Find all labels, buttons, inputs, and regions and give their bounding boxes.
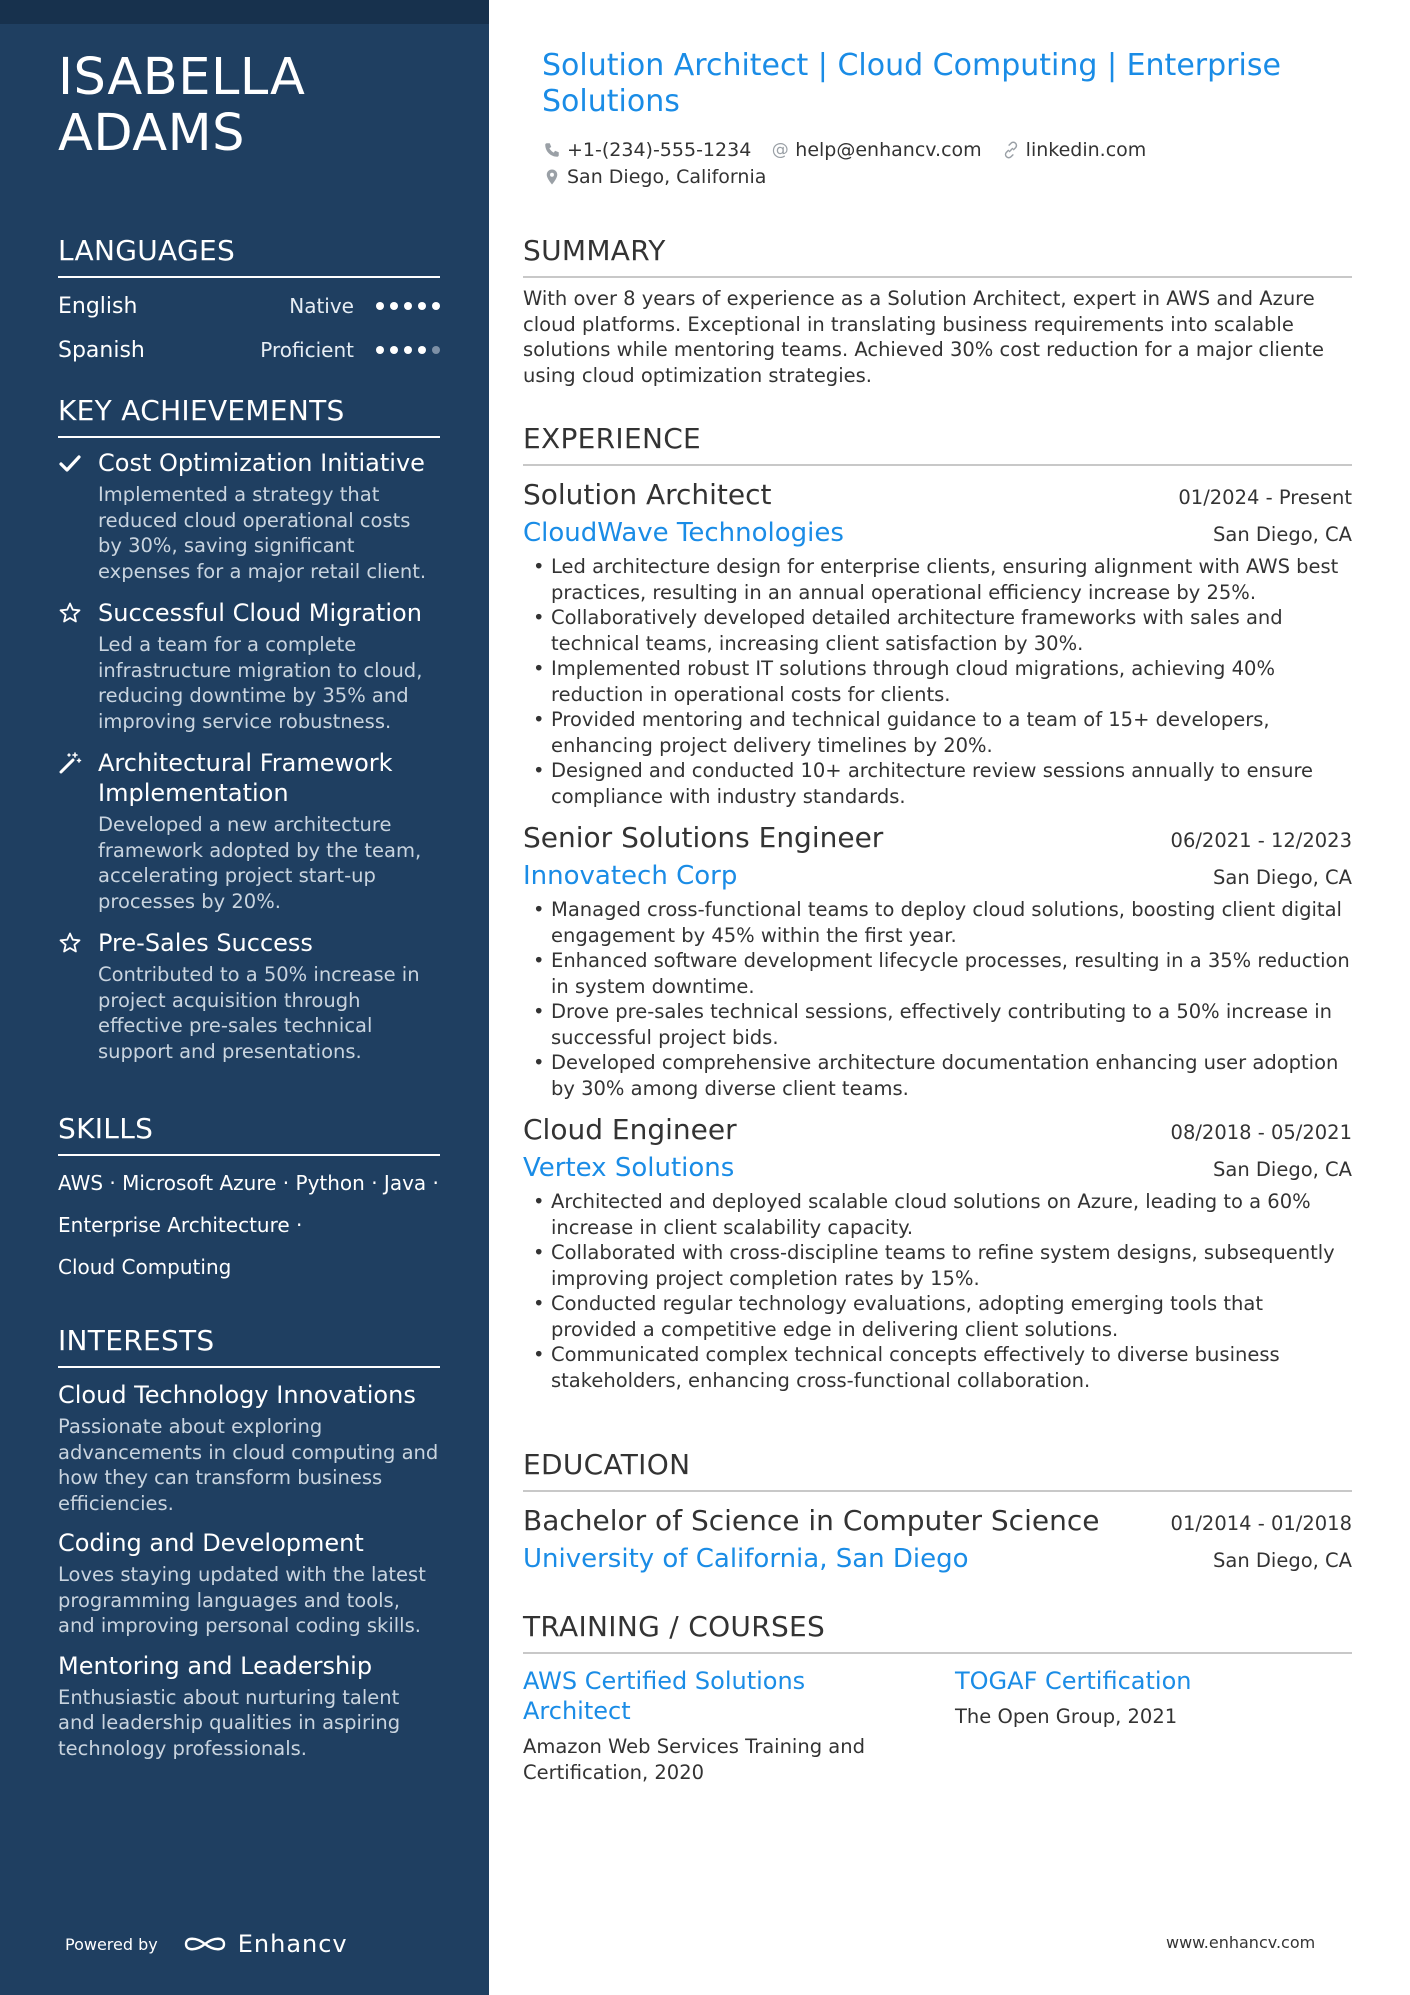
location-contact [543,166,766,188]
achievement-description: Developed a new architecture framework adopted by the team, accelerating project start-up processes by 20%. [98,813,422,913]
achievement-description: Implemented a strategy that reduced cloud operational costs by 30%, saving significant expenses for a major retail client. [98,483,427,583]
skills-line: Cloud Computing [58,1255,232,1279]
sidebar-top-band [0,0,489,24]
language-level: Proficient [260,338,354,362]
bullet-item: • Collaborated with cross-discipline teams to refine system designs, subsequently improving project completion rates by 15%. [523,1240,1352,1291]
achievement-title: Architectural Framework Implementation [98,749,393,807]
dot-filled [390,346,398,354]
bullet-item: • Collaboratively developed detailed architecture frameworks with sales and technical teams, increasing client satisfaction by 30%. [523,605,1352,656]
dot-filled [404,346,412,354]
language-name: English [58,293,138,319]
candidate-name: ISABELLA ADAMS [58,48,306,163]
email-address: help@enhancv.com [795,138,982,161]
training-name: TOGAF Certification [955,1667,1192,1695]
interest-description: Loves staying updated with the latest programming languages and tools, and improving personal coding skills. [58,1563,426,1637]
skills-line: Enterprise Architecture · [58,1213,303,1237]
summary-title: SUMMARY [523,234,1352,278]
training-item [955,1666,1351,1785]
star-icon [58,931,84,957]
bullet-item: • Provided mentoring and technical guidance to a team of 15+ developers, enhancing project delivery timelines by 20%. [523,707,1352,758]
interest-description: Passionate about exploring advancements in cloud computing and how they can transform business efficiencies. [58,1415,439,1515]
bullet-item: • Drove pre-sales technical sessions, effectively contributing to a 50% increase in successful project bids. [523,999,1352,1050]
star-icon [58,601,84,627]
achievement-item [58,448,440,584]
dot-filled [432,302,440,310]
skills-section [58,1112,440,1288]
dot-filled [390,302,398,310]
training-description: The Open Group, 2021 [955,1705,1178,1728]
languages-section [58,234,440,372]
location-text: San Diego, California [567,165,767,188]
at-sign-icon: @ [771,139,789,160]
job-location: San Diego, CA [1213,523,1352,546]
job-location: San Diego, CA [1213,866,1352,889]
achievement-item [58,928,440,1064]
interest-title: Cloud Technology Innovations [58,1381,416,1409]
proficiency-dots [376,346,440,354]
linkedin-url: linkedin.com [1025,138,1147,161]
dot-filled [418,346,426,354]
education-date: 01/2014 - 01/2018 [1170,1512,1352,1535]
bullet-item: • Architected and deployed scalable cloud solutions on Azure, leading to a 60% increase in client scalability capacity. [523,1189,1352,1240]
interest-item [58,1528,440,1639]
headline: Solution Architect | Cloud Computing | Enterprise Solutions [542,48,1281,119]
education-entry [523,1502,1352,1576]
training-item [523,1666,919,1785]
skills-title: SKILLS [58,1112,440,1156]
bullet-item: • Managed cross-functional teams to deploy cloud solutions, boosting client digital engagement by 45% within the first year. [523,897,1352,948]
powered-by-label: Powered by [65,1934,158,1954]
summary-text: With over 8 years of experience as a Solution Architect, expert in AWS and Azure cloud platforms. Exceptional in translating business requirements into scalable solutions while mentoring teams. Achieved 30% cost reduction for a major cliente using cloud optimization strategies. [523,287,1324,387]
training-name: AWS Certified Solutions Architect [523,1667,806,1725]
enhancv-logo-icon [182,1932,228,1956]
job-company: Vertex Solutions [523,1153,735,1183]
job-entry [523,1111,1352,1393]
achievements-title: KEY ACHIEVEMENTS [58,394,440,438]
contact-row [543,163,1343,190]
achievement-item [58,748,440,914]
interests-title: INTERESTS [58,1324,440,1368]
summary-section [523,234,1352,388]
dot-empty [432,346,440,354]
enhancv-logo[interactable] [182,1930,348,1958]
language-row [58,284,440,328]
training-section [523,1610,1352,1785]
interest-title: Mentoring and Leadership [58,1651,373,1680]
skills-line: AWS · Microsoft Azure · Python · Java · [58,1171,439,1195]
bullet-item: • Communicated complex technical concepts effectively to diverse business stakeholders, enhancing cross-functional collaboration. [523,1342,1352,1393]
linkedin-contact[interactable] [1002,139,1147,161]
email-contact[interactable] [771,139,981,161]
bullet-item: • Designed and conducted 10+ architecture review sessions annually to ensure compliance with industry standards. [523,758,1352,809]
location-pin-icon [543,168,561,186]
job-bullets [523,1189,1352,1393]
job-date: 01/2024 - Present [1178,486,1352,509]
achievement-description: Contributed to a 50% increase in project acquisition through effective pre-sales technical support and presentations. [98,963,420,1063]
bullet-item: • Developed comprehensive architecture documentation enhancing user adoption by 30% among diverse client teams. [523,1050,1352,1101]
bullet-item: • Enhanced software development lifecycle processes, resulting in a 35% reduction in system downtime. [523,948,1352,999]
interests-section [58,1324,440,1761]
interest-item [58,1651,440,1762]
language-level: Native [289,294,354,318]
proficiency-dots [376,302,440,310]
contact-info [543,136,1343,190]
enhancv-logo-text: Enhancv [237,1930,348,1958]
language-row [58,328,440,372]
experience-title: EXPERIENCE [523,422,1352,466]
dot-filled [376,302,384,310]
check-icon [58,451,84,477]
dot-filled [404,302,412,310]
job-title: Solution Architect [523,478,772,511]
achievement-title: Successful Cloud Migration [98,599,422,627]
interest-item [58,1380,440,1516]
bullet-item: • Conducted regular technology evaluations, adopting emerging tools that provided a competitive edge in delivering client solutions. [523,1291,1352,1342]
education-section [523,1448,1352,1576]
degree-title: Bachelor of Science in Computer Science [523,1504,1100,1537]
skills-list [58,1162,440,1288]
job-bullets [523,897,1352,1101]
sidebar [0,0,489,1995]
language-name: Spanish [58,337,145,363]
training-title: TRAINING / COURSES [523,1610,1352,1654]
phone-icon [543,141,561,159]
training-description: Amazon Web Services Training and Certification, 2020 [523,1735,865,1784]
job-date: 06/2021 - 12/2023 [1170,829,1352,852]
job-title: Cloud Engineer [523,1113,737,1146]
link-icon [1002,141,1020,159]
experience-section [523,422,1352,1393]
achievement-description: Led a team for a complete infrastructure migration to cloud, reducing downtime by 35% and improving service robustness. [98,633,423,733]
dot-filled [376,346,384,354]
achievement-title: Cost Optimization Initiative [98,449,425,477]
job-company: CloudWave Technologies [523,518,844,548]
achievements-section [58,394,440,1064]
contact-row [543,136,1343,163]
languages-title: LANGUAGES [58,234,440,278]
job-bullets [523,554,1352,809]
job-date: 08/2018 - 05/2021 [1170,1121,1352,1144]
website-link[interactable]: www.enhancv.com [1166,1933,1316,1952]
school-name: University of California, San Diego [523,1544,969,1574]
interest-description: Enthusiastic about nurturing talent and leadership qualities in aspiring technology professionals. [58,1685,401,1760]
magic-wand-icon [58,751,84,777]
phone-number: +1-(234)-555-1234 [567,138,752,161]
job-company: Innovatech Corp [523,861,738,891]
dot-filled [418,302,426,310]
job-title: Senior Solutions Engineer [523,821,884,854]
education-title: EDUCATION [523,1448,1352,1492]
education-location: San Diego, CA [1213,1549,1352,1572]
phone-contact[interactable] [543,139,751,161]
bullet-item: • Implemented robust IT solutions through cloud migrations, achieving 40% reduction in operational costs for clients. [523,656,1352,707]
achievement-item [58,598,440,734]
bullet-item: • Led architecture design for enterprise clients, ensuring alignment with AWS best practices, resulting in an annual operational efficiency increase by 25%. [523,554,1352,605]
job-entry [523,476,1352,809]
interest-title: Coding and Development [58,1529,364,1557]
achievement-title: Pre-Sales Success [98,929,313,957]
powered-by [65,1930,348,1958]
job-entry [523,819,1352,1101]
job-location: San Diego, CA [1213,1158,1352,1181]
